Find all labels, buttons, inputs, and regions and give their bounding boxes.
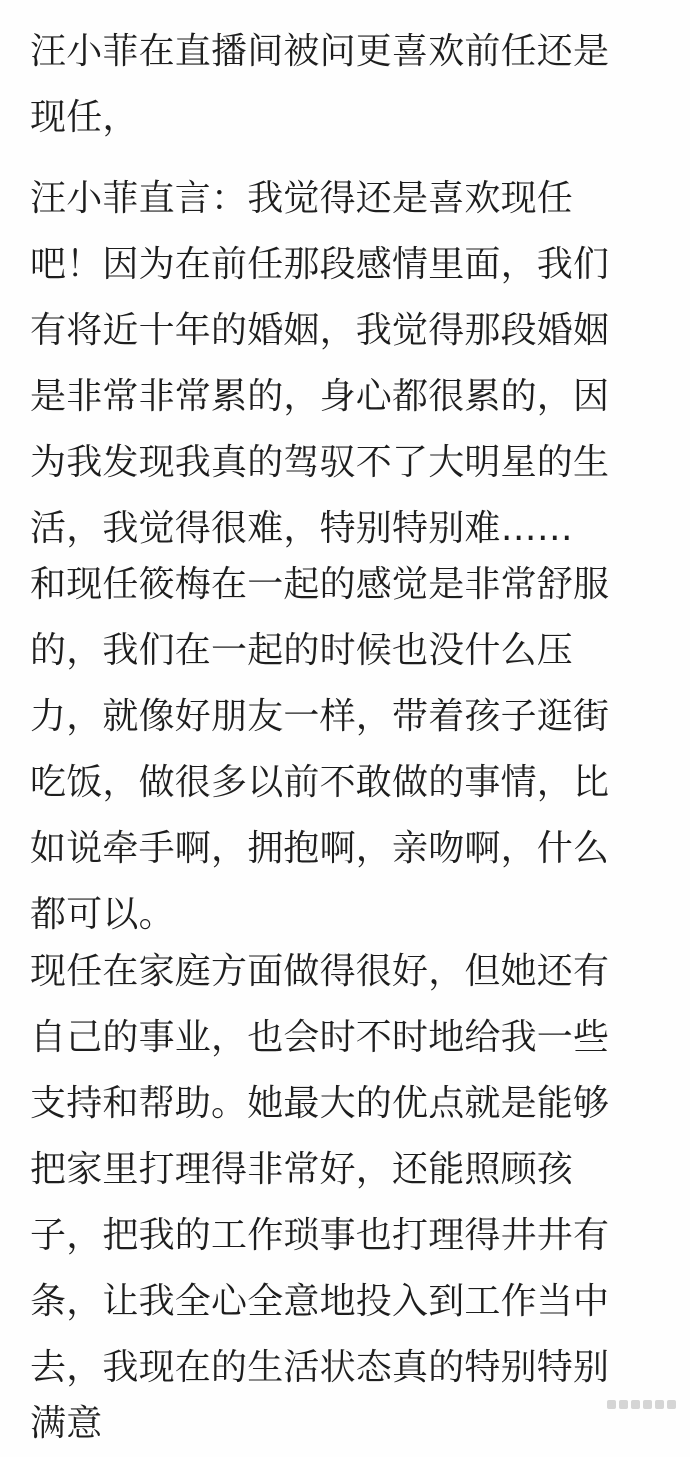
text-line: 子，把我的工作琐事也打理得井井有 [30,1215,610,1256]
text-line: 活，我觉得很难，特别特别难…… [30,508,574,549]
text-line: 吧！因为在前任那段感情里面，我们 [30,244,610,285]
text-line: 把家里打理得非常好，还能照顾孩 [30,1149,574,1190]
text-line: 条，让我全心全意地投入到工作当中 [30,1281,610,1322]
text-line: 现任， [30,97,139,138]
text-line: 汪小菲在直播间被问更喜欢前任还是 [30,31,610,72]
text-line: 满意 [30,1403,103,1444]
text-line: 有将近十年的婚姻，我觉得那段婚姻 [30,310,610,351]
text-line: 去，我现在的生活状态真的特别特别 [30,1347,610,1388]
text-line: 的，我们在一起的时候也没什么压 [30,630,574,671]
text-line: 是非常非常累的，身心都很累的，因 [30,376,610,417]
text-line: 为我发现我真的驾驭不了大明星的生 [30,442,610,483]
text-line: 都可以。 [30,894,175,935]
text-line: 力，就像好朋友一样，带着孩子逛街 [30,696,610,737]
watermark-dots-icon [607,1400,676,1409]
text-line: 汪小菲直言：我觉得还是喜欢现任 [30,178,574,219]
text-line: 如说牵手啊，拥抱啊，亲吻啊，什么 [30,828,610,869]
text-line: 现任在家庭方面做得很好，但她还有 [30,951,610,992]
text-line: 自己的事业，也会时不时地给我一些 [30,1017,610,1058]
text-line: 吃饭，做很多以前不敢做的事情，比 [30,762,610,803]
text-line: 支持和帮助。她最大的优点就是能够 [30,1083,610,1124]
text-line: 和现任筱梅在一起的感觉是非常舒服 [30,564,610,605]
